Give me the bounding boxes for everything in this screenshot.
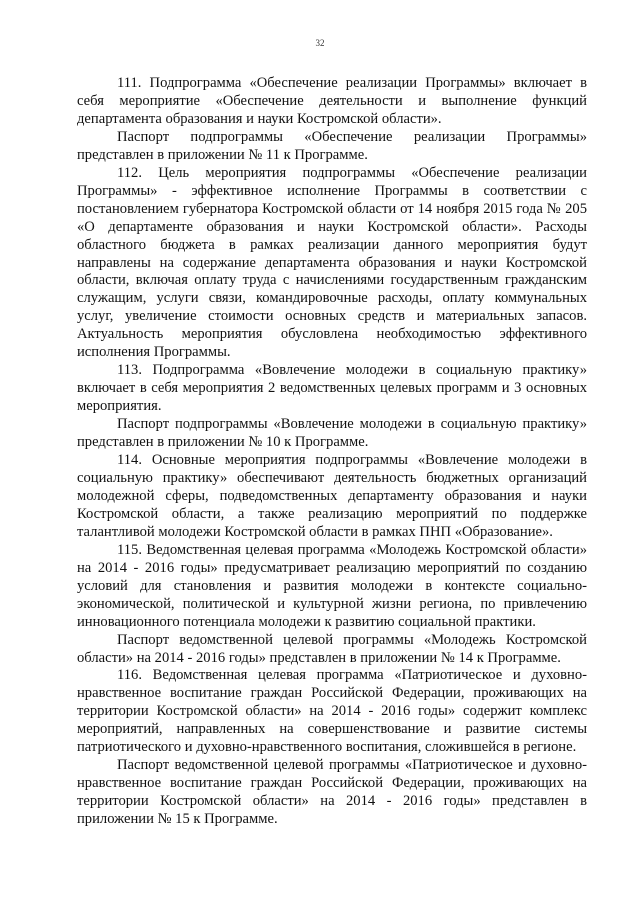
page-number: 32 — [315, 38, 325, 48]
paragraph-115: 115. Ведомственная целевая программа «Молодежь Костромской области» на 2014 - 2016 годы» предусматривает реализацию мероприятий по созданию условий для становления и развития молодежи в контексте социально-экономической, политической и культурной жизни региона, по привлечению инновационного потенциала молодежи к развитию социальной практики. — [77, 541, 587, 630]
paragraph-passport-subprogram-ensuring: Паспорт подпрограммы «Обеспечение реализации Программы» представлен в приложении № 11 к Программе. — [77, 128, 587, 163]
paragraph-113: 113. Подпрограмма «Вовлечение молодежи в социальную практику» включает в себя мероприятия 2 ведомственных целевых программ и 3 основных мероприятия. — [77, 362, 587, 415]
paragraph-116: 116. Ведомственная целевая программа «Патриотическое и духовно-нравственное воспитание граждан Российской Федерации, проживающих на территории Костромской области» на 2014 - 2016 годы» содержит комплекс мероприятий, направленных на совершенствование и развитие системы патриотического и духовно-нравственного воспитания, сложившейся в регионе. — [77, 667, 587, 756]
paragraph-passport-patriotic-program: Паспорт ведомственной целевой программы «Патриотическое и духовно-нравственное воспитание граждан Российской Федерации, проживающих на территории Костромской области» на 2014 - 2016 годы» представлен в приложении № 15 к Программе. — [77, 757, 587, 828]
paragraph-111: 111. Подпрограмма «Обеспечение реализации Программы» включает в себя мероприятие «Обеспечение деятельности и выполнение функций департамента образования и науки Костромской области». — [77, 75, 587, 127]
paragraph-passport-subprogram-youth: Паспорт подпрограммы «Вовлечение молодежи в социальную практику» представлен в приложении № 10 к Программе. — [77, 416, 587, 451]
paragraph-passport-youth-program: Паспорт ведомственной целевой программы «Молодежь Костромской области» на 2014 - 2016 годы» представлен в приложении № 14 к Программе. — [77, 631, 587, 666]
paragraph-112: 112. Цель мероприятия подпрограммы «Обеспечение реализации Программы» - эффективное исполнение Программы в соответствии с постановлением губернатора Костромской области от 14 ноября 2015 года № 205 «О департаменте образования и науки Костромской области». Расходы областного бюджета в рамках реализации данного мероприятия будут направлены на содержание департамента образования и науки Костромской области, включая оплату труда с начислениями государственным гражданским служащим, услуги связи, командировочные расходы, оплату коммунальных услуг, увеличение стоимости основных средств и материальных запасов. Актуальность мероприятия обусловлена необходимостью эффективного исполнения Программы. — [77, 164, 587, 361]
paragraph-114: 114. Основные мероприятия подпрограммы «Вовлечение молодежи в социальную практику» обеспечивают деятельность бюджетных организаций молодежной сферы, подведомственных департаменту образования и науки Костромской области, а также реализацию мероприятий по поддержке талантливой молодежи Костромской области в рамках ПНП «Образование». — [77, 452, 587, 540]
document-body — [77, 75, 587, 829]
